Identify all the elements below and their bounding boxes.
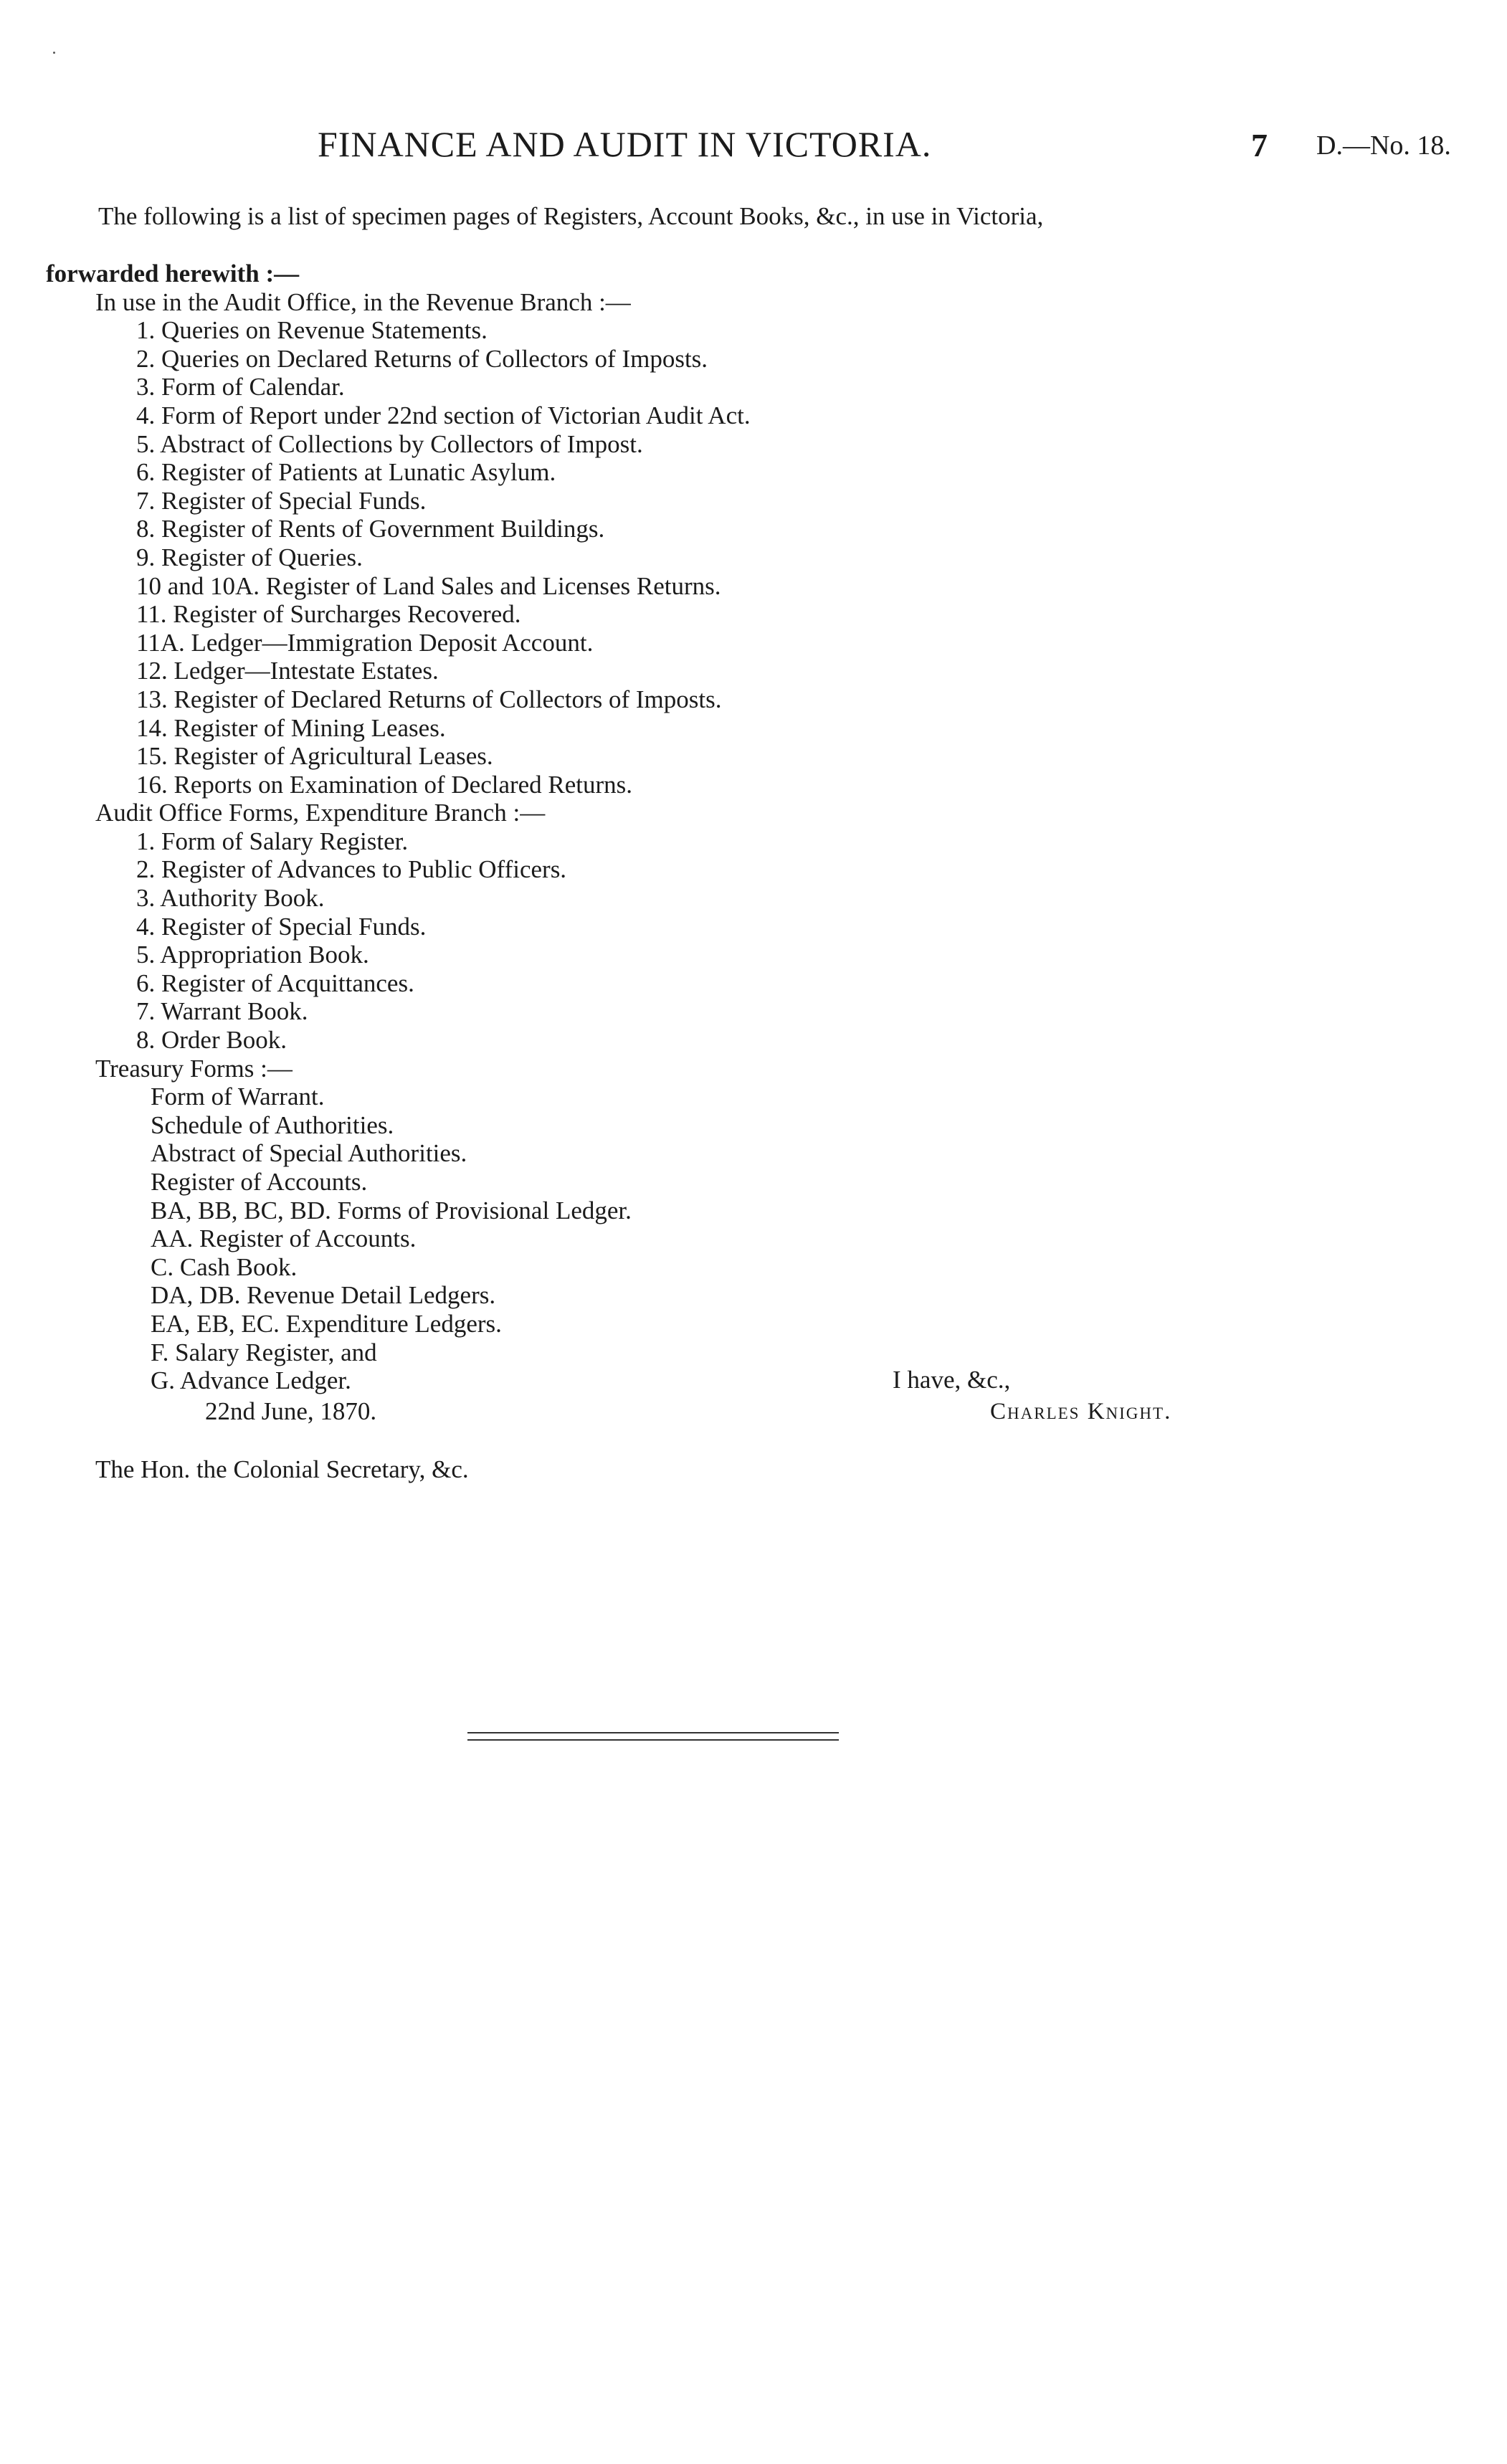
list-item: 8. Register of Rents of Government Buildings. xyxy=(136,515,605,543)
list-item: 16. Reports on Examination of Declared Returns. xyxy=(136,770,633,799)
intro-continuation: forwarded herewith :— xyxy=(46,260,300,287)
list-item: 5. Abstract of Collections by Collectors of Impost. xyxy=(136,429,643,458)
list-item: Register of Accounts. xyxy=(151,1168,368,1196)
page-title: FINANCE AND AUDIT IN VICTORIA. xyxy=(318,124,932,164)
list-item: 9. Register of Queries. xyxy=(136,543,363,571)
list-item: 8. Order Book. xyxy=(136,1026,287,1055)
list-item: 2. Register of Advances to Public Officers. xyxy=(136,855,567,884)
list-item: 7. Warrant Book. xyxy=(136,997,308,1026)
list-item: G. Advance Ledger. xyxy=(151,1366,351,1395)
list-item: 5. Appropriation Book. xyxy=(136,941,369,969)
sign-off: I have, &c., xyxy=(893,1366,1011,1394)
list-item: 14. Register of Mining Leases. xyxy=(136,713,446,742)
list-item: DA, DB. Revenue Detail Ledgers. xyxy=(151,1281,496,1310)
list-item: 3. Authority Book. xyxy=(136,884,325,913)
intro-text: The following is a list of specimen pages of Registers, Account Books, &c., in use in Victoria, xyxy=(98,202,1044,230)
list-item: Form of Warrant. xyxy=(151,1083,325,1111)
expenditure-heading: Audit Office Forms, Expenditure Branch :— xyxy=(95,799,546,827)
list-item: 6. Register of Acquittances. xyxy=(136,969,414,997)
list-item: Abstract of Special Authorities. xyxy=(151,1139,467,1168)
list-item: Schedule of Authorities. xyxy=(151,1110,394,1139)
revenue-list xyxy=(0,316,1507,799)
list-item: 15. Register of Agricultural Leases. xyxy=(136,742,493,771)
document-reference: D.—No. 18. xyxy=(1316,130,1451,161)
list-item: 12. Ledger—Intestate Estates. xyxy=(136,657,439,685)
list-item: F. Salary Register, and xyxy=(151,1338,377,1366)
list-item: 10 and 10A. Register of Land Sales and Licenses Returns. xyxy=(136,571,721,600)
list-item: 4. Form of Report under 22nd section of Victorian Audit Act. xyxy=(136,401,751,429)
page-number: 7 xyxy=(1251,127,1268,163)
list-item: 11A. Ledger—Immigration Deposit Account. xyxy=(136,628,594,657)
letter-date: 22nd June, 1870. xyxy=(205,1397,377,1425)
revenue-heading: In use in the Audit Office, in the Revenue Branch :— xyxy=(95,287,631,316)
list-item: 4. Register of Special Funds. xyxy=(136,912,427,941)
list-item: 2. Queries on Declared Returns of Collectors of Imposts. xyxy=(136,344,708,373)
list-item: 6. Register of Patients at Lunatic Asylum. xyxy=(136,458,556,487)
signature: Charles Knight. xyxy=(990,1399,1172,1424)
page-speck xyxy=(53,52,55,54)
list-item: EA, EB, EC. Expenditure Ledgers. xyxy=(151,1309,502,1338)
list-item: 1. Queries on Revenue Statements. xyxy=(136,316,488,345)
treasury-list xyxy=(0,1083,1507,1395)
list-item: AA. Register of Accounts. xyxy=(151,1224,417,1253)
list-item: 3. Form of Calendar. xyxy=(136,373,345,401)
divider-rule-bottom xyxy=(467,1739,839,1741)
divider-rule-top xyxy=(467,1732,839,1733)
intro-paragraph xyxy=(46,202,1286,230)
list-item: C. Cash Book. xyxy=(151,1252,298,1281)
list-item: BA, BB, BC, BD. Forms of Provisional Ledger. xyxy=(151,1196,632,1224)
list-item: 7. Register of Special Funds. xyxy=(136,486,427,515)
expenditure-list xyxy=(0,827,1507,1055)
recipient: The Hon. the Colonial Secretary, &c. xyxy=(95,1455,469,1483)
list-item: 11. Register of Surcharges Recovered. xyxy=(136,600,521,629)
list-item: 13. Register of Declared Returns of Collectors of Imposts. xyxy=(136,685,722,713)
document-body xyxy=(0,260,1507,1395)
treasury-heading: Treasury Forms :— xyxy=(95,1054,293,1083)
list-item: 1. Form of Salary Register. xyxy=(136,827,409,855)
